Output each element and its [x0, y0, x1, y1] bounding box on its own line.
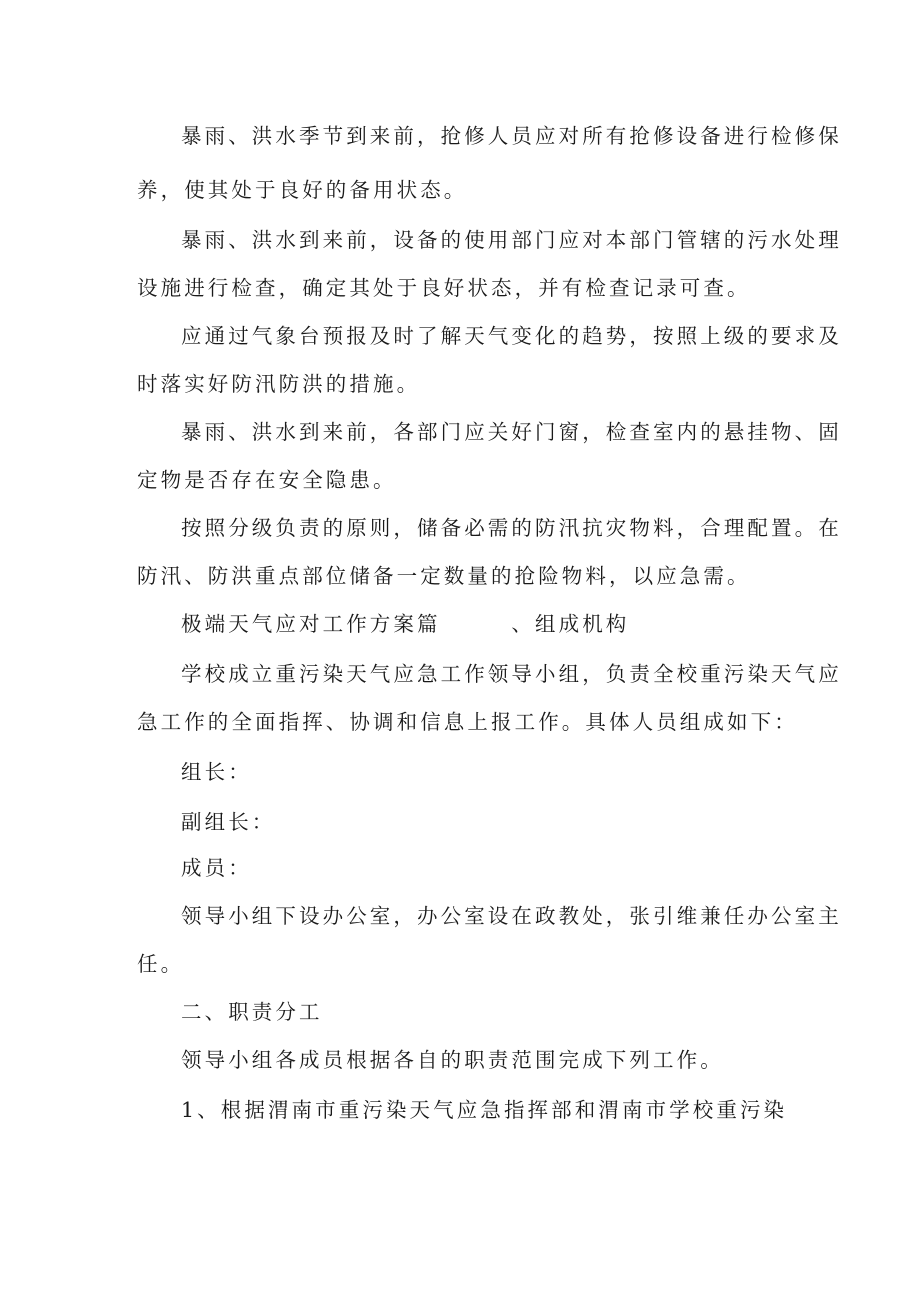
members-line: 成员：: [181, 856, 252, 880]
paragraph-8-line-1: 领导小组各成员根据各自的职责范围完成下列工作。: [181, 1048, 724, 1072]
paragraph-4-line-2: 定物是否存在安全隐患。: [137, 468, 397, 492]
section-two-heading: 二、职责分工: [181, 1000, 323, 1024]
paragraph-9-line-1: 1、根据渭南市重污染天气应急指挥部和渭南市学校重污染: [181, 1098, 788, 1122]
paragraph-7-line-1: 领导小组下设办公室，办公室设在政教处，张引维兼任办公室主: [181, 904, 842, 928]
paragraph-7-line-2: 任。: [137, 952, 185, 976]
paragraph-1-line-2: 养，使其处于良好的备用状态。: [137, 178, 468, 202]
deputy-leader-line: 副组长：: [181, 810, 276, 834]
paragraph-3-line-2: 时落实好防汛防洪的措施。: [137, 372, 421, 396]
section-heading-line: 极端天气应对工作方案篇 、组成机构: [181, 612, 630, 636]
paragraph-2-line-1: 暴雨、洪水到来前，设备的使用部门应对本部门管辖的污水处理: [181, 228, 842, 252]
group-leader-line: 组长：: [181, 760, 252, 784]
paragraph-1-line-1: 暴雨、洪水季节到来前，抢修人员应对所有抢修设备进行检修保: [181, 124, 842, 148]
paragraph-5-line-1: 按照分级负责的原则，储备必需的防汛抗灾物料，合理配置。在: [181, 516, 842, 540]
paragraph-6-line-1: 学校成立重污染天气应急工作领导小组，负责全校重污染天气应: [181, 662, 842, 686]
paragraph-6-line-2: 急工作的全面指挥、协调和信息上报工作。具体人员组成如下：: [137, 710, 798, 734]
paragraph-5-line-2: 防汛、防洪重点部位储备一定数量的抢险物料，以应急需。: [137, 564, 751, 588]
paragraph-4-line-1: 暴雨、洪水到来前，各部门应关好门窗，检查室内的悬挂物、固: [181, 420, 842, 444]
paragraph-2-line-2: 设施进行检查，确定其处于良好状态，并有检查记录可查。: [137, 276, 751, 300]
paragraph-3-line-1: 应通过气象台预报及时了解天气变化的趋势，按照上级的要求及: [181, 324, 842, 348]
